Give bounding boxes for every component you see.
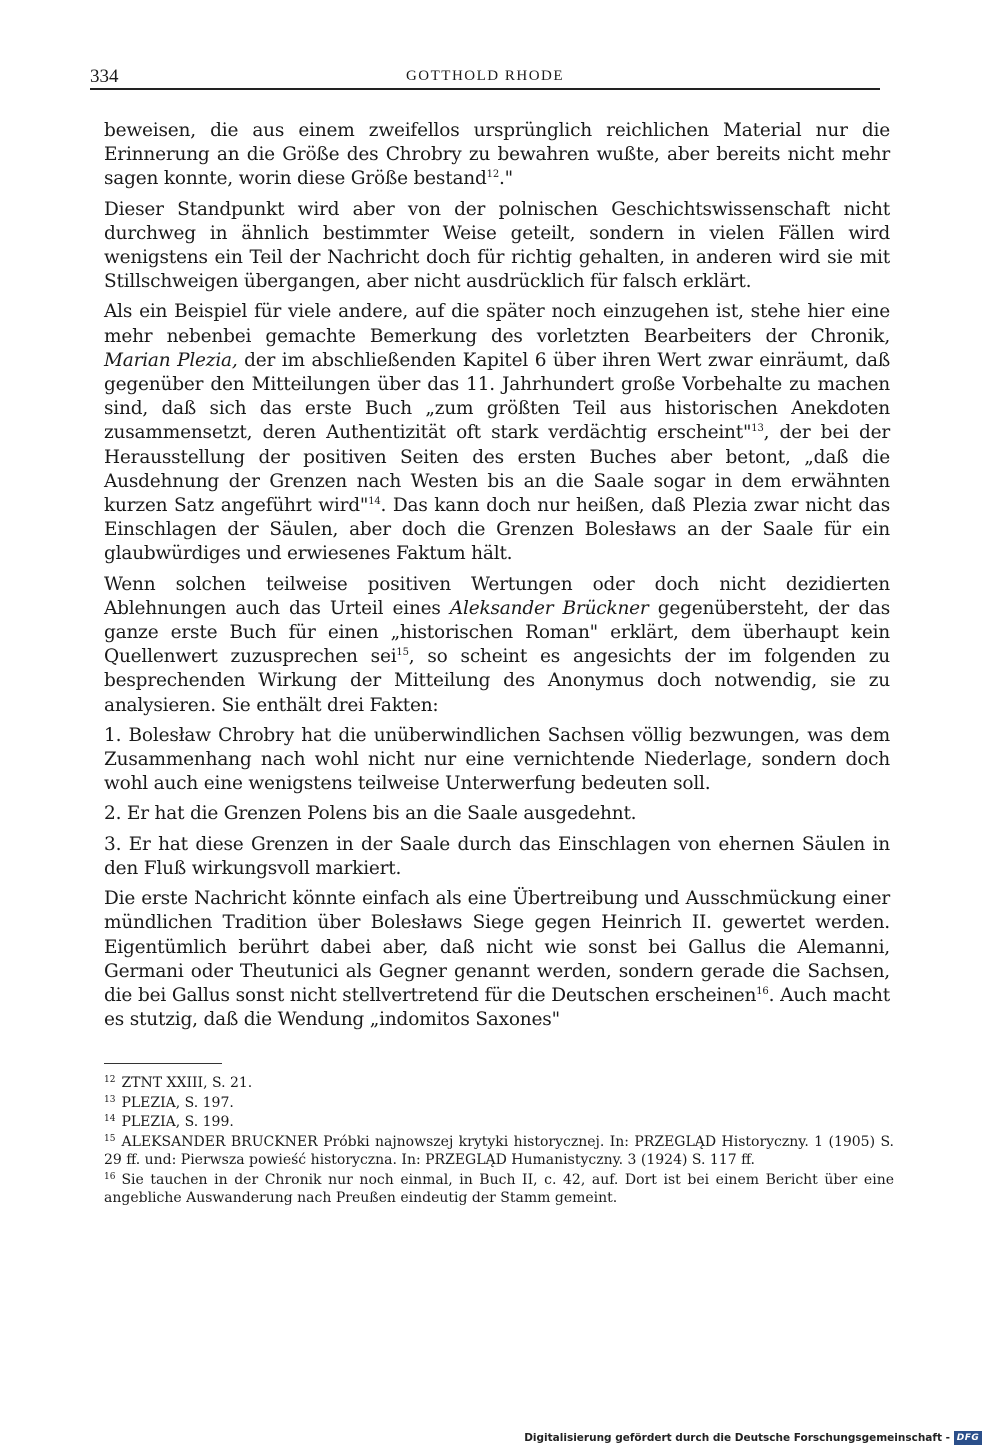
italic-name: Aleksander Brückner [449, 597, 649, 619]
footnote-ref: 15 [396, 647, 409, 659]
footnote-text: ZTNT XXIII, S. 21. [121, 1075, 253, 1091]
paragraph [104, 300, 890, 566]
footnote-ref: 16 [756, 985, 769, 997]
footnote-separator [104, 1063, 222, 1064]
text-run: Dieser Standpunkt wird aber von der polnischen Geschichtswissenschaft nicht durchweg in ähnlich bestimmter Weise geteilt, sondern in vielen Fällen wird wenigstens ein Teil der Nachricht doch für richtig gehalten, in anderen wird sie mit Stillschweigen übergangen, aber nicht ausdrücklich für falsch erklärt. [104, 198, 890, 293]
body-text [104, 119, 890, 1038]
footnote [104, 1113, 894, 1132]
text-run: ." [498, 168, 513, 190]
text-run: der im abschließenden Kapitel 6 über ihren Wert zwar einräumt, daß gegenüber den Mitteilungen über das 11. Jahrhundert große Vorbehalte zu machen sind, daß sich das erste Buch „zum größten Teil aus historischen Anekdoten zusammensetzt, deren Authentizität oft stark verdächtig erscheint" [104, 349, 890, 444]
footnote-ref: 12 [486, 169, 499, 181]
footnote-ref: 13 [751, 423, 764, 435]
text-run: . Auch macht es stutzig, daß die Wendung „indomitos Saxones" [104, 984, 890, 1031]
text-run: . Das kann doch nur heißen, daß Plezia zwar nicht das Einschlagen der Säulen, aber doch die Grenzen Bolesławs an der Saale für ein glaubwürdiges und erwiesenes Faktum hält. [104, 495, 891, 565]
footnote-number: 16 [104, 1171, 116, 1182]
paragraph [104, 119, 890, 192]
footnote [104, 1171, 894, 1208]
digitization-credit [524, 1429, 982, 1447]
text-run: Wenn solchen teilweise positiven Wertungen oder doch nicht dezidierten Ablehnungen auch das Urteil eines [104, 573, 890, 619]
footnote-number: 12 [104, 1075, 116, 1085]
footnote-number: 15 [104, 1133, 116, 1144]
footnote [104, 1074, 894, 1093]
text-run: beweisen, die aus einem zweifellos ursprünglich reichlichen Material nur die Erinnerung an die Größe des Chrobry zu bewahren wußte, aber bereits nicht mehr sagen konnte, worin diese Größe bestand [104, 120, 890, 190]
paragraph [104, 833, 890, 881]
footnote-text: PLEZIA, S. 197. [121, 1094, 234, 1111]
footnote-ref: 14 [368, 496, 381, 508]
credit-text: Digitalisierung gefördert durch die Deutsche Forschungsgemeinschaft - [524, 1432, 950, 1444]
page-header [90, 66, 880, 90]
text-run: gegenübersteht, der das ganze erste Buch für einen „historischen Roman" erklärt, dem überhaupt kein Quellenwert zuzusprechen sei [104, 597, 890, 668]
running-title: GOTTHOLD RHODE [405, 68, 565, 84]
footnote-number: 13 [104, 1094, 116, 1105]
text-run: 3. Er hat diese Grenzen in der Saale durch das Einschlagen von ehernen Säulen in den Fluß wirkungsvoll markiert. [104, 833, 890, 879]
italic-name: Marian Plezia, [104, 349, 238, 371]
text-run: 2. Er hat die Grenzen Polens bis an die Saale ausgedehnt. [104, 803, 637, 825]
text-run: 1. Bolesław Chrobry hat die unüberwindlichen Sachsen völlig bezwungen, was dem Zusammenhang nach wohl nicht nur eine vernichtende Niederlage, sondern doch wohl auch eine wenigstens teilweise Unterwerfung bedeuten soll. [104, 724, 890, 795]
dfg-logo-icon: DFG [954, 1431, 982, 1445]
paragraph [104, 724, 890, 797]
footnote-text: ALEKSANDER BRUCKNER Próbki najnowszej krytyki historycznej. In: PRZEGLĄD Historyczny. 1 (1905) S. 29 ff. und: Pierwsza powieść historyczna. In: PRZEGLĄD Humanistyczny. 3 (1924) S. 117 ff. [104, 1133, 894, 1168]
paragraph [104, 887, 890, 1032]
paragraph [104, 573, 890, 718]
footnote-number: 14 [104, 1114, 116, 1124]
paragraph [104, 802, 890, 826]
page-number: 334 [90, 66, 119, 87]
text-run: , so scheint es angesichts der im folgenden zu besprechenden Wirkung der Mitteilung des Anonymus doch notwendig, sie zu analysieren. Sie enthält drei Fakten: [104, 646, 891, 716]
footnote [104, 1094, 894, 1113]
text-run: Die erste Nachricht könnte einfach als eine Übertreibung und Ausschmückung einer mündlichen Tradition über Bolesławs Siege gegen Heinrich II. gewertet werden. Eigentümlich berührt dabei aber, daß nicht wie sonst bei Gallus die Alemanni, Germani oder Theutunici als Gegner genannt werden, sondern gerade die Sachsen, die bei Gallus sonst nicht stellvertretend für die Deutschen erscheinen [104, 888, 890, 1006]
paragraph [104, 198, 890, 295]
text-run: , der bei der Herausstellung der positiven Seiten des ersten Buches aber betont, „daß die Ausdehnung der Grenzen nach Westen bis an die Saale sogar in dem erwähnten kurzen Satz angeführt wird" [104, 422, 890, 517]
footnotes [104, 1074, 894, 1209]
footnote-text: PLEZIA, S. 199. [121, 1114, 234, 1130]
footnote [104, 1133, 894, 1170]
text-run: Als ein Beispiel für viele andere, auf die später noch einzugehen ist, stehe hier eine mehr nebenbei gemachte Bemerkung des vorletzten Bearbeiters der Chronik, [104, 301, 890, 347]
footnote-text: Sie tauchen in der Chronik nur noch einmal, in Buch II, c. 42, auf. Dort ist bei einem Bericht über eine angebliche Auswanderung nach Preußen eindeutig der Stamm gemeint. [104, 1171, 894, 1206]
